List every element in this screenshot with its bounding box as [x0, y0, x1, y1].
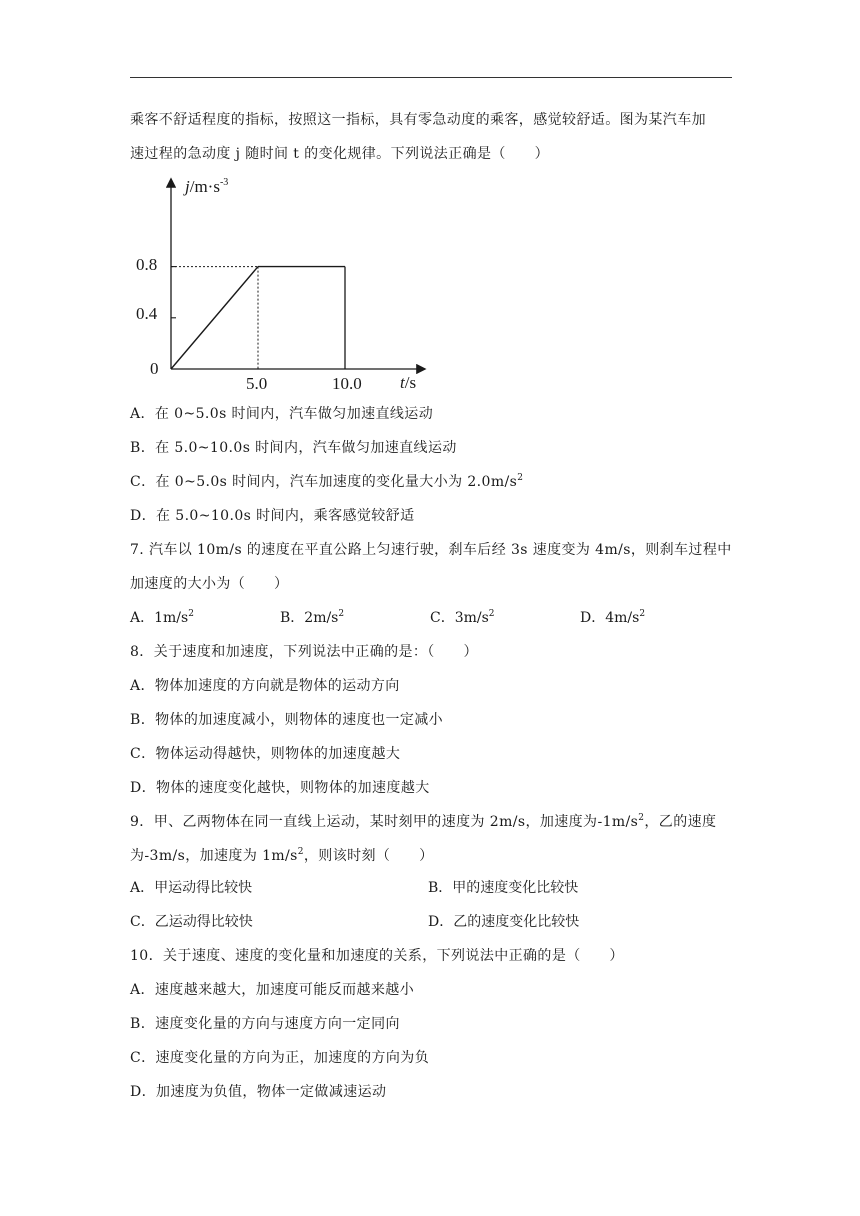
header-rule: [130, 77, 732, 78]
intro-line-2: 速过程的急动度 j 随时间 t 的变化规律。下列说法正确是（ ）: [130, 146, 549, 162]
jerk-time-chart: [128, 172, 438, 394]
q9-stem-line-2: 为-3m/s，加速度为 $1m/s^2$，则该时刻（ ）: [130, 847, 434, 864]
q8-option-c: C．物体运动得越快，则物体的加速度越大: [130, 746, 401, 762]
q8-option-d: D．物体的速度变化越快，则物体的加速度越大: [130, 780, 430, 796]
q7-option-b: B．$2m/s^2$: [280, 609, 345, 626]
q10-option-d: D．加速度为负值，物体一定做减速运动: [130, 1084, 387, 1100]
q10-stem: 10．关于速度、速度的变化量和加速度的关系，下列说法中正确的是（ ）: [130, 948, 624, 964]
origin-label: 0: [150, 359, 159, 378]
q8-option-a: A．物体加速度的方向就是物体的运动方向: [130, 678, 400, 694]
q6-option-c: C．在 0~5.0s 时间内，汽车加速度的变化量大小为 $2.0m/s^2$: [130, 473, 524, 490]
q10-option-a: A．速度越来越大，加速度可能反而越来越小: [130, 982, 415, 998]
q6-option-b: B．在 5.0~10.0s 时间内，汽车做匀加速直线运动: [130, 440, 457, 456]
q9-option-c: C．乙运动得比较快: [130, 914, 253, 930]
q10-option-c: C．速度变化量的方向为正，加速度的方向为负: [130, 1050, 430, 1066]
q7-option-a: A．$1m/s^2$: [130, 609, 194, 626]
x-axis-label: t/s: [400, 373, 417, 392]
q9-option-d: D．乙的速度变化比较快: [428, 914, 580, 930]
x-tick-label-5.0: 5.0: [246, 374, 268, 393]
q10-option-b: B．速度变化量的方向与速度方向一定同向: [130, 1016, 400, 1032]
q6-option-d: D．在 5.0~10.0s 时间内，乘客感觉较舒适: [130, 508, 415, 524]
q8-option-b: B．物体的加速度减小，则物体的速度也一定减小: [130, 712, 444, 728]
q9-stem-line-1: 9．甲、乙两物体在同一直线上运动，某时刻甲的速度为 2m/s，加速度为$-1m/s^2$，乙的速度: [130, 813, 717, 830]
y-axis-label: $j/m\cdot s^{-3}$: [185, 177, 229, 196]
series-segment-0: [171, 267, 258, 369]
q7-option-d: D．$4m/s^2$: [580, 609, 646, 626]
q9-option-a: A．甲运动得比较快: [130, 880, 253, 896]
q6-option-a: A．在 0~5.0s 时间内，汽车做匀加速直线运动: [130, 406, 434, 422]
q8-stem: 8．关于速度和加速度，下列说法中正确的是：（ ）: [130, 644, 478, 660]
q7-stem-line-2: 加速度的大小为（ ）: [130, 576, 289, 592]
intro-line-1: 乘客不舒适程度的指标，按照这一指标，具有零急动度的乘客，感觉较舒适。图为某汽车加: [130, 112, 706, 128]
y-tick-label-0.8: 0.8: [136, 255, 158, 274]
x-tick-label-10.0: 10.0: [332, 374, 362, 393]
y-tick-label-0.4: 0.4: [136, 304, 158, 323]
q7-stem-line-1: 7. 汽车以 10m/s 的速度在平直公路上匀速行驶，刹车后经 3s 速度变为 4m/s，则刹车过程中: [130, 542, 732, 558]
q7-option-c: C．$3m/s^2$: [430, 609, 495, 626]
q9-option-b: B．甲的速度变化比较快: [428, 880, 579, 896]
